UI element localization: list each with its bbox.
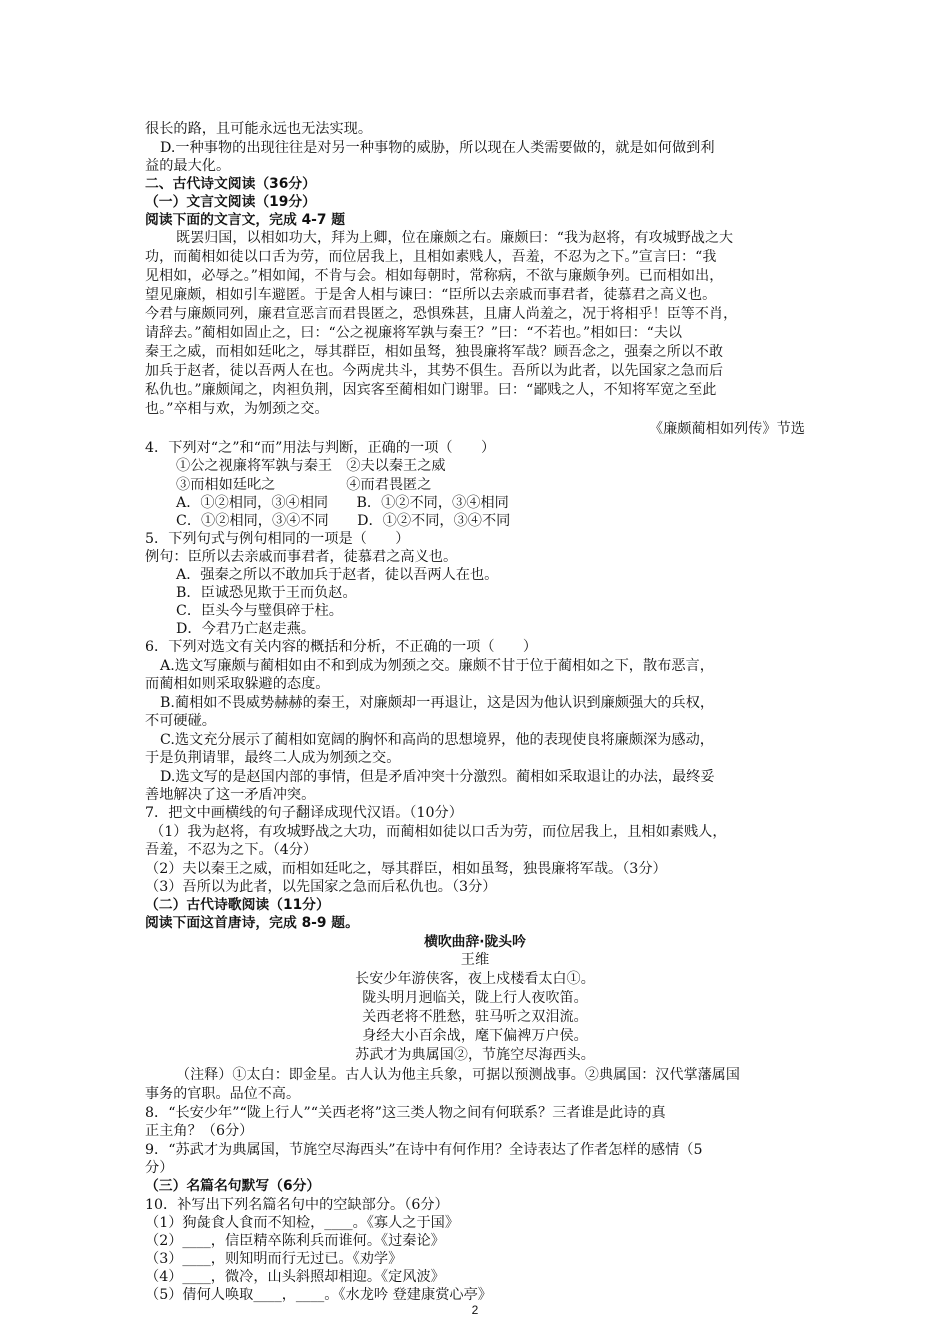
text-line: （4）____，微冷，山头斜照却相迎。《定风波》 [145, 1269, 445, 1285]
text-line: 今君与廉颇同列，廉君宣恶言而君畏匿之，恐惧殊甚，且庸人尚羞之，况于将相乎！臣等不肖， [145, 306, 738, 322]
text-line: 事务的官职。品位不高。 [145, 1086, 301, 1102]
text-line: 很长的路，且可能永远也无法实现。 [145, 121, 373, 137]
text-line: 8．“长安少年”“陇上行人”“关西老将”这三类人物之间有何联系？三者谁是此诗的真 [145, 1105, 666, 1121]
text-line: 10．补写出下列名篇名句中的空缺部分。（6分） [145, 1197, 449, 1213]
text-line: （三）名篇名句默写（6分） [145, 1178, 321, 1194]
text-line: 请辞去。”蔺相如固止之，曰：“公之视廉将军孰与秦王？”曰：“不若也。”相如曰：“夫以 [145, 325, 683, 341]
text-line: A.选文写廉颇与蔺相如由不和到成为刎颈之交。廉颇不甘于位于蔺相如之下，散布恶言， [160, 658, 714, 674]
text-line: （5）倩何人唤取____，____。《水龙吟 登建康赏心亭》 [145, 1287, 492, 1303]
text-line: 7．把文中画横线的句子翻译成现代汉语。（10分） [145, 805, 463, 821]
text-line: ③而相如廷叱之 ④而君畏匿之 [176, 477, 432, 493]
text-line: （3）____，则知明而行无过已。《劝学》 [145, 1251, 403, 1267]
text-line: A．强秦之所以不敢加兵于赵者，徒以吾两人在也。 [176, 567, 499, 583]
text-line: 功，而蔺相如徒以口舌为劳，而位居我上，且相如素贱人，吾羞，不忍为之下。”宣言曰：“我 [145, 249, 717, 265]
text-line: （1）我为赵将，有攻城野战之大功，而蔺相如徒以口舌为劳，而位居我上，且相如素贱人， [150, 824, 727, 840]
text-line: 王维 [460, 952, 490, 968]
text-line: 见相如，必辱之。”相如闻，不肯与会。相如每朝时，常称病，不欲与廉颇争列。已而相如出， [145, 268, 724, 284]
text-line: 苏武才为典属国②，节旄空尽海西头。 [355, 1047, 595, 1063]
text-line: 私仇也。”廉颇闻之，肉袒负荆，因宾客至蔺相如门谢罪。曰：“鄙贱之人，不知将军宽之至此 [145, 382, 717, 398]
text-line: （一）文言文阅读（19分） [145, 194, 316, 210]
text-line: （1）狗彘食人食而不知检，____。《寡人之于国》 [145, 1215, 460, 1231]
text-line: 陇头明月迥临关，陇上行人夜吹笛。 [362, 990, 588, 1006]
text-line: B．臣诚恐见欺于王而负赵。 [176, 585, 357, 601]
text-line: 于是负荆请罪，最终二人成为刎颈之交。 [145, 750, 401, 766]
text-line: 加兵于赵者，徒以吾两人在也。今两虎共斗，其势不俱生。吾所以为此者，以先国家之急而后 [145, 363, 724, 379]
text-line: 阅读下面的文言文，完成 4-7 题 [145, 212, 346, 228]
text-line: 横吹曲辞·陇头吟 [424, 934, 526, 950]
text-line: A．①②相同，③④相同 B．①②不同，③④相同 [176, 495, 509, 511]
text-line: ①公之视廉将军孰与秦王 ②夫以秦王之威 [176, 458, 446, 474]
text-line: 望见廉颇，相如引车避匿。于是舍人相与谏曰：“臣所以去亲戚而事君者，徒慕君之高义也。 [145, 287, 717, 303]
text-line: （3）吾所以为此者，以先国家之急而后私仇也。（3分） [145, 879, 497, 895]
text-line: 6．下列对选文有关内容的概括和分析，不正确的一项（ ） [145, 639, 538, 655]
text-line: 吾羞，不忍为之下。（4分） [145, 842, 318, 858]
text-line: D.选文写的是赵国内部的事情，但是矛盾冲突十分激烈。蔺相如采取退让的办法，最终妥 [160, 769, 715, 785]
text-line: D．今君乃亡赵走燕。 [176, 621, 316, 637]
text-line: （2）夫以秦王之威，而相如廷叱之，辱其群臣，相如虽驽，独畏廉将军哉。（3分） [145, 861, 667, 877]
page-number: 2 [471, 1303, 479, 1317]
text-line: 而蔺相如则采取躲避的态度。 [145, 676, 330, 692]
text-line: 关西老将不胜愁，驻马听之双泪流。 [362, 1009, 588, 1025]
text-line: B.蔺相如不畏威势赫赫的秦王，对廉颇却一再退让，这是因为他认识到廉颇强大的兵权， [160, 695, 715, 711]
text-line: 不可硬碰。 [145, 713, 216, 729]
text-line: 长安少年游侠客，夜上戍楼看太白①。 [355, 971, 595, 987]
text-line: （注释）①太白：即金星。古人认为他主兵象，可据以预测战事。②典属国：汉代掌藩属国 [176, 1067, 740, 1083]
text-line: 4．下列对“之”和“而”用法与判断，正确的一项（ ） [145, 440, 496, 456]
text-line: 身经大小百余战，麾下偏裨万户侯。 [362, 1028, 588, 1044]
text-line: C．①②相同，③④不同 D．①②不同，③④不同 [176, 513, 511, 529]
text-line: C.选文充分展示了蔺相如宽阔的胸怀和高尚的思想境界，他的表现使良将廉颇深为感动， [160, 732, 714, 748]
text-line: 秦王之威，而相如廷叱之，辱其群臣，相如虽驽，独畏廉将军哉？顾吾念之，强秦之所以不敢 [145, 344, 724, 360]
text-line: 既罢归国，以相如功大，拜为上卿，位在廉颇之右。廉颇曰：“我为赵将，有攻城野战之大 [176, 230, 734, 246]
text-line: 5．下列句式与例句相同的一项是（ ） [145, 531, 410, 547]
text-line: 二、古代诗文阅读（36分） [145, 176, 316, 192]
text-line: 分） [145, 1160, 174, 1176]
text-line: 善地解决了这一矛盾冲突。 [145, 787, 316, 803]
text-line: 正主角？（6分） [145, 1123, 254, 1139]
text-line: D.一种事物的出现往往是对另一种事物的威胁，所以现在人类需要做的，就是如何做到利 [160, 140, 715, 156]
text-line: 也。”卒相与欢，为刎颈之交。 [145, 401, 329, 417]
text-line: 《廉颇蔺相如列传》节选 [648, 421, 805, 437]
text-line: 例句：臣所以去亲戚而事君者，徒慕君之高义也。 [145, 549, 458, 565]
text-line: 益的最大化。 [145, 158, 231, 174]
text-line: 9．“苏武才为典属国，节旄空尽海西头”在诗中有何作用？全诗表达了作者怎样的感情（5 [145, 1142, 703, 1158]
text-line: 阅读下面这首唐诗，完成 8-9 题。 [145, 915, 359, 931]
text-line: C．臣头今与璧俱碎于柱。 [176, 603, 343, 619]
text-line: （2）____，信臣精卒陈利兵而谁何。《过秦论》 [145, 1233, 445, 1249]
text-line: （二）古代诗歌阅读（11分） [145, 897, 330, 913]
